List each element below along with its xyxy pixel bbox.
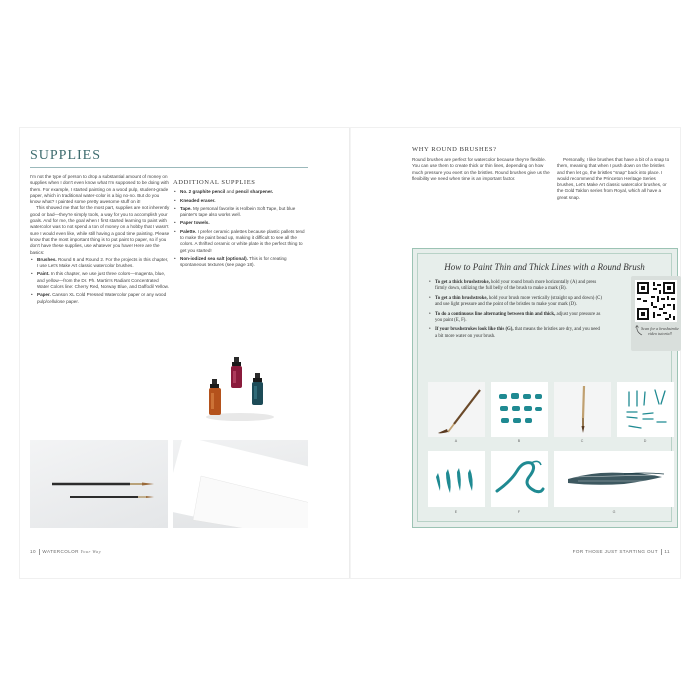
page-title: SUPPLIES [30,148,102,163]
example-photo-a [428,382,485,437]
example-photo-d [617,382,674,437]
example-photo-f [491,451,548,507]
running-title: WATERCOLOR [42,549,79,555]
list-item: • Kneaded eraser. [173,198,308,204]
intro-paragraph-1: I'm not the type of person to drop a substantial amount of money on supplies when I don't even know what I'm supposed to be doing with them. For example, I started painting on a wood pulp, student-grade paper, which in traditional water-color is a big no-no. But do you know what? I painted some pretty awesome stuff on it! [30,174,169,205]
list-item: • Paper towels. [173,220,308,226]
qr-code-icon[interactable] [635,280,677,322]
title-rule [30,167,308,168]
list-item: • Paint. In this chapter, we use just three colors—magenta, blue, and yellow—from the Dr. Ph. Martin's Radiant Concentrated Water Colors line: Cherry Red, Norway Blue, and Daffodil Yellow. [30,271,170,290]
folio-right [573,549,670,555]
left-page [20,128,350,578]
photo-label-b: B [517,439,521,443]
list-item: • To get a thick brushstroke, hold your round brush more horizontally (A) and press firmly down, utilizing the full belly of the brush to make a mark (B). [428,280,603,293]
tip-list [428,280,603,343]
paper-photo [173,440,308,528]
list-item: • No. 2 graphite pencil and pencil sharpener. [173,189,308,195]
why-round-brushes-heading: WHY ROUND BRUSHES? [412,146,497,153]
photo-label-e: E [454,510,458,514]
why-column-right: Personally, I like brushes that have a bit of a snap to them, meaning that when I push down on the bristles and then let go, the bristles "snap" back into place. I would recommend the Princeton Heritage Series brushes, Let's Make Art classic watercolor brushes, or the Gold Taklon series from Royal, which all have a great snap. [557,157,670,200]
intro-column [30,174,170,307]
intro-paragraph-2: This showed me that for the most part, supplies are not inherently good or bad—they're simply tools, a way for you to accomplish your goals. And for me, the goal when I first started learning to paint with watercolor was to not spend a ton of money on a hobby that I wasn't sure I would even like, while still having a good time painting. Please know that the most important thing is to put paint to paper, so if you don't have these supplies, use whatever you have! Here are the basics: [30,205,170,255]
folio-left [30,549,101,555]
example-photo-b [491,382,548,437]
tip-box [412,248,678,528]
qr-card[interactable] [631,276,681,351]
photo-label-f: F [517,510,521,514]
photo-label-c: C [580,439,584,443]
page-number: 10 [30,549,36,555]
list-item: • Paper. Canson XL Cold Pressed Watercolor paper or any wood pulp/cellulose paper. [30,292,170,305]
photo-label-a: A [454,439,458,443]
additional-list [173,189,308,268]
list-item: • To get a thin brushstroke, hold your brush more vertically (straight up and down) (C) and use light pressure and the point of the bristles to make your mark (D). [428,296,603,309]
example-photo-c [554,382,611,437]
list-item: • If your brushstrokes look like this (G), that means the bristles are dry, and you need a bit more water on your brush. [428,327,603,340]
running-title-script: Your Way [80,549,102,555]
photo-label-d: D [643,439,647,443]
photo-label-g: G [612,510,616,514]
tip-box-title: How to Paint Thin and Thick Lines with a Round Brush [444,262,645,272]
ink-bottles-image [198,333,278,423]
example-photo-g [554,451,674,507]
list-item: • Brushes. Round 6 and Round 2. For the projects in this chapter, I use Let's Make Art classic watercolor brushes. [30,257,170,270]
brushes-photo [30,440,168,528]
right-page [350,128,680,578]
basics-list [30,257,170,305]
list-item: • Non-iodized sea salt (optional). This is for creating spontaneous textures (see page 18). [173,256,308,269]
example-photo-e [428,451,485,507]
book-spread [20,128,680,578]
additional-column [173,174,308,271]
page-number: 11 [664,549,670,555]
list-item: • To do a continuous line alternating between thin and thick, adjust your pressure as you paint (E, F). [428,312,603,325]
qr-caption: Scan for a brushstroke video tutorial! [641,326,679,336]
tip-box-inner [417,253,679,522]
why-column-left: Round brushes are perfect for watercolor because they're flexible. You can use them to create thick or thin lines, depending on how much pressure you exert on the bristles. Round brushes give us the flexibility we need when time is an important factor. [412,157,550,181]
list-item: • Tape. My personal favorite is Holbein Soft Tape, but blue painter's tape also works well. [173,206,308,219]
list-item: • Palette. I prefer ceramic palettes because plastic pallets tend to make the paint bead up, making it difficult to see all the colors. A thrifted ceramic or white plate is the perfect thing to get you started! [173,229,308,254]
additional-supplies-heading: ADDITIONAL SUPPLIES [173,179,256,186]
running-title: FOR THOSE JUST STARTING OUT [572,549,658,555]
